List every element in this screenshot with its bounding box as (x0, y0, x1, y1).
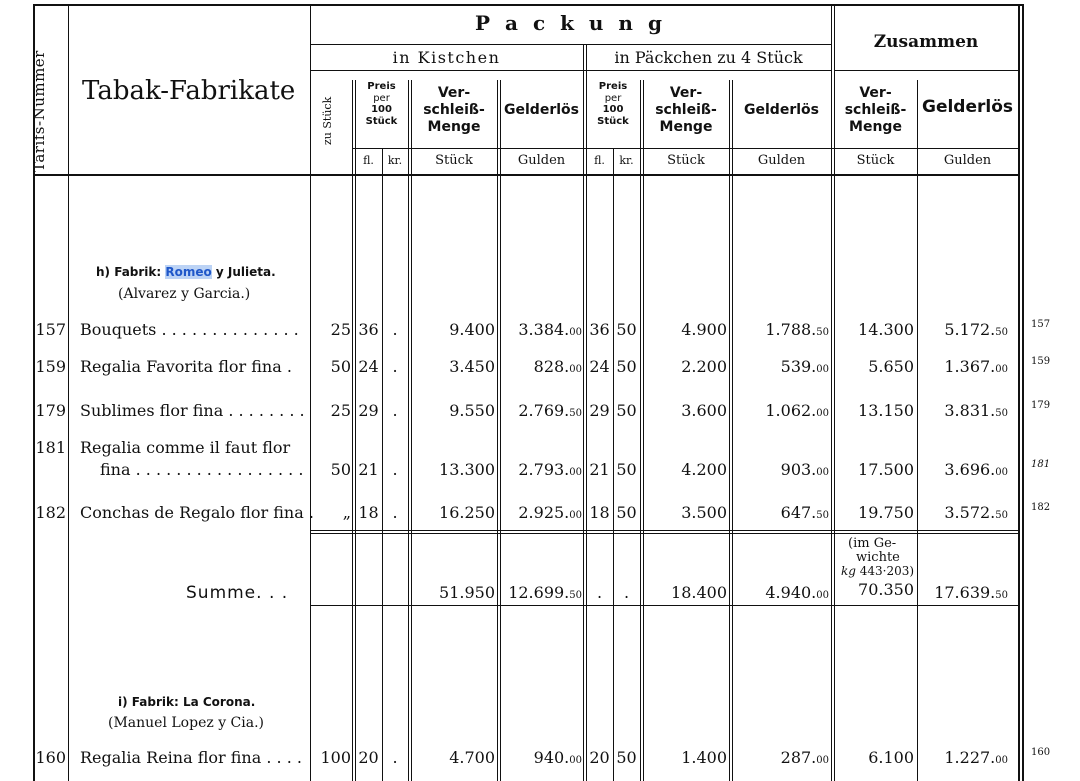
z-menge: 19.750 (858, 503, 914, 522)
summe-label: Summe. . . (186, 583, 289, 603)
preis-fl: 29 (358, 401, 379, 420)
preis-kr: . (392, 320, 398, 339)
product-name: Regalia comme il faut flor (80, 438, 291, 457)
p-menge: 1.400 (681, 748, 727, 767)
summe-p-kr: . (623, 583, 630, 602)
p-preis-kr: 50 (616, 401, 637, 420)
menge-header: schleiß- (655, 102, 717, 118)
summe-weight-note: (im Ge- (848, 536, 897, 551)
gelderloes-header: Gelderlös (744, 102, 819, 118)
col-rule (583, 44, 584, 781)
tarif-number: 157 (35, 320, 66, 339)
z-menge: 17.500 (858, 460, 914, 479)
menge: 16.250 (439, 503, 495, 522)
margin-number: 181 (1031, 459, 1051, 470)
z-menge: 6.100 (868, 748, 914, 767)
preis-fl: 36 (358, 320, 379, 339)
paeckchen-header: in Päckchen zu 4 Stück (614, 48, 803, 67)
z-gelderloes: 3.572.50 (944, 503, 1008, 522)
preis-header: 100 (602, 104, 624, 115)
preis-kr: . (392, 503, 398, 522)
p-preis-kr: 50 (616, 357, 637, 376)
right-border (1022, 4, 1024, 781)
zu-stueck: „ (342, 503, 351, 522)
zu-stueck: 100 (320, 748, 351, 767)
z-menge: 13.150 (858, 401, 914, 420)
sum-bottom-rule (310, 605, 1018, 606)
p-gelderloes: 647.50 (780, 503, 829, 522)
z-gelderloes: 1.227.00 (944, 748, 1008, 767)
header-bottom-rule (33, 174, 1018, 176)
menge-header: Ver- (437, 85, 471, 101)
zu-stueck: 50 (330, 357, 351, 376)
col-rule (831, 4, 832, 781)
zu-stueck: 25 (330, 401, 351, 420)
zu-stueck-header: zu Stück (321, 96, 334, 145)
preis-header: Preis (367, 81, 396, 92)
p-preis-fl: 24 (589, 357, 610, 376)
highlighted-word: Romeo (165, 265, 212, 279)
summe-weight-note: wichte (856, 550, 900, 565)
col-rule (408, 80, 409, 781)
preis-kr: . (392, 748, 398, 767)
product-name-cont: fina . . . . . . . . . . . . . . . . . (100, 460, 304, 479)
unit-fl: fl. (363, 154, 374, 167)
sum-rule (310, 530, 1018, 531)
top-border (33, 4, 1024, 6)
margin-number: 179 (1031, 400, 1051, 411)
margin-number: 159 (1031, 356, 1051, 367)
preis-header: Stück (365, 116, 398, 127)
z-menge: 14.300 (858, 320, 914, 339)
z-gelderloes: 3.831.50 (944, 401, 1008, 420)
preis-header: per (604, 93, 622, 104)
gelderloes: 2.769.50 (518, 401, 582, 420)
unit-stueck: Stück (667, 153, 705, 168)
header-rule (352, 148, 1018, 149)
preis-header: 100 (371, 104, 392, 115)
col-rule (917, 80, 918, 781)
preis-fl: 20 (358, 748, 379, 767)
product-name: Bouquets . . . . . . . . . . . . . . (80, 320, 299, 339)
margin-number: 182 (1031, 502, 1051, 513)
p-menge: 3.500 (681, 503, 727, 522)
zusammen-header: Zusammen (873, 32, 979, 52)
sum-rule (310, 533, 1018, 534)
menge-header: schleiß- (844, 102, 907, 118)
tarif-number: 182 (35, 503, 66, 522)
summe-menge: 51.950 (439, 583, 495, 602)
p-menge: 4.900 (681, 320, 727, 339)
p-gelderloes: 903.00 (780, 460, 829, 479)
gelderloes: 2.793.00 (518, 460, 582, 479)
p-gelderloes: 1.788.50 (765, 320, 829, 339)
menge: 4.700 (449, 748, 495, 767)
col-rule (500, 80, 501, 781)
p-preis-kr: 50 (616, 748, 637, 767)
tarif-number-header: Tarifs-Nummer (30, 50, 48, 172)
p-gelderloes: 1.062.00 (765, 401, 829, 420)
header-rule (310, 44, 831, 45)
unit-stueck: Stück (435, 153, 473, 168)
p-preis-fl: 20 (589, 748, 610, 767)
summe-weight-note: kg 443·203) (841, 564, 915, 578)
zu-stueck: 25 (330, 320, 351, 339)
col-rule (355, 80, 356, 781)
menge-header: schleiß- (423, 102, 485, 118)
product-name: Sublimes flor fina . . . . . . . . (80, 401, 305, 420)
col-rule (352, 80, 353, 781)
tarif-number: 159 (35, 357, 66, 376)
menge-header: Menge (427, 119, 481, 135)
zu-stueck: 50 (330, 460, 351, 479)
p-preis-kr: 50 (616, 503, 637, 522)
summe-gelderloes: 12.699.50 (508, 583, 582, 602)
product-name: Regalia Reina flor fina . . . . (80, 748, 302, 767)
unit-stueck: Stück (856, 153, 895, 168)
right-border (1018, 4, 1020, 781)
unit-kr: kr. (387, 154, 403, 167)
col-rule (643, 80, 644, 781)
p-preis-fl: 21 (589, 460, 610, 479)
preis-kr: . (392, 357, 398, 376)
preis-kr: . (392, 460, 398, 479)
gelderloes-header: Gelderlös (921, 97, 1014, 117)
unit-fl: fl. (594, 154, 605, 167)
tarif-number: 160 (35, 748, 66, 767)
summe-z-menge: 70.350 (858, 580, 914, 599)
unit-gulden: Gulden (517, 153, 566, 168)
header-rule (310, 70, 831, 71)
p-preis-fl: 18 (589, 503, 610, 522)
section-h-subtitle: (Alvarez y Garcia.) (118, 286, 251, 302)
col-rule (68, 4, 69, 781)
menge: 13.300 (439, 460, 495, 479)
gelderloes: 828.00 (533, 357, 582, 376)
gelderloes: 940.00 (533, 748, 582, 767)
p-menge: 3.600 (681, 401, 727, 420)
col-rule (640, 80, 641, 781)
preis-fl: 24 (358, 357, 379, 376)
product-name: Regalia Favorita flor fina . (80, 357, 292, 376)
p-menge: 2.200 (681, 357, 727, 376)
menge: 9.550 (449, 401, 495, 420)
product-name: Conchas de Regalo flor fina . (80, 503, 314, 522)
p-preis-kr: 50 (616, 320, 637, 339)
menge-header: Ver- (859, 85, 892, 101)
kistchen-header: in Kistchen (392, 48, 501, 67)
menge-header: Menge (659, 119, 713, 135)
p-preis-kr: 50 (616, 460, 637, 479)
product-header: Tabak-Fabrikate (82, 76, 296, 106)
gelderloes: 3.384.00 (518, 320, 582, 339)
preis-header: Preis (598, 81, 628, 92)
margin-number: 157 (1031, 319, 1051, 330)
unit-gulden: Gulden (943, 153, 992, 168)
col-rule (411, 80, 412, 781)
summe-p-fl: . (596, 583, 603, 602)
summe-p-menge: 18.400 (671, 583, 727, 602)
margin-number: 160 (1031, 747, 1051, 758)
gelderloes: 2.925.00 (518, 503, 582, 522)
p-preis-fl: 29 (589, 401, 610, 420)
z-gelderloes: 3.696.00 (944, 460, 1008, 479)
section-h-title: h) Fabrik: Romeo y Julieta. (96, 265, 276, 279)
col-rule (732, 80, 733, 781)
p-gelderloes: 539.00 (780, 357, 829, 376)
packing-header: P a c k u n g (475, 11, 666, 35)
summe-p-gelderloes: 4.940.00 (765, 583, 829, 602)
p-menge: 4.200 (681, 460, 727, 479)
preis-header: Stück (597, 116, 629, 127)
p-gelderloes: 287.00 (780, 748, 829, 767)
col-rule (497, 80, 498, 781)
section-i-subtitle: (Manuel Lopez y Cia.) (108, 715, 264, 731)
unit-gulden: Gulden (757, 153, 806, 168)
section-i-title: i) Fabrik: La Corona. (118, 695, 256, 709)
col-rule (310, 4, 311, 781)
z-gelderloes: 5.172.50 (944, 320, 1008, 339)
menge: 9.400 (449, 320, 495, 339)
preis-fl: 21 (358, 460, 379, 479)
col-rule (729, 80, 730, 781)
z-gelderloes: 1.367.00 (944, 357, 1008, 376)
preis-kr: . (392, 401, 398, 420)
tarif-number: 179 (35, 401, 66, 420)
header-rule (834, 70, 1018, 71)
tarif-number: 181 (35, 438, 66, 457)
preis-header: per (373, 93, 390, 104)
unit-kr: kr. (619, 154, 634, 167)
gelderloes-header: Gelderlös (504, 102, 579, 118)
menge-header: Menge (849, 119, 902, 135)
menge: 3.450 (449, 357, 495, 376)
summe-z-gelderloes: 17.639.50 (934, 583, 1008, 602)
menge-header: Ver- (669, 85, 703, 101)
preis-fl: 18 (358, 503, 379, 522)
z-menge: 5.650 (868, 357, 914, 376)
p-preis-fl: 36 (589, 320, 610, 339)
